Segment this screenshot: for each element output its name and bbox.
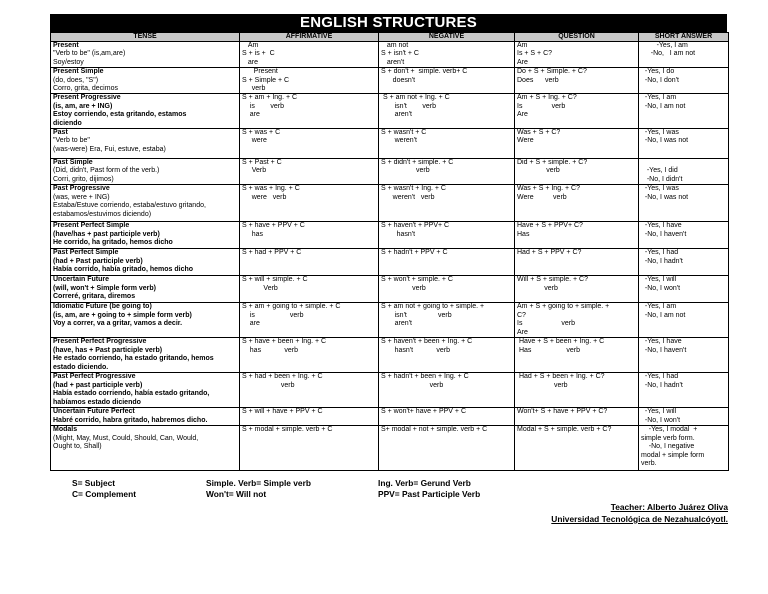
page-title: ENGLISH STRUCTURES [50,14,727,32]
short-answer-cell: -Yes, I have -No, I haven't [639,338,729,373]
question-cell: Am + S + Ing. + C? Is verb Are [515,94,639,129]
table-row [51,303,729,338]
affirmative-cell: S + am + Ing. + C is verb are [240,94,379,129]
tense-description: (had + Past participle verb) Había corrido, había gritado, hemos dicho [53,257,194,274]
tense-description: (do, does, "S") Corro, grita, decimos [53,76,118,93]
question-cell: Did + S + simple. + C? verb [515,159,639,185]
table-row [51,185,729,222]
affirmative-cell: S + am + going to + simple. + C is verb are [240,303,379,338]
tense-name: Past Simple [53,159,93,167]
short-answer-cell: -Yes, I modal + simple verb form. -No, I negative modal + simple form verb. [639,426,729,471]
tense-description: (is, am, are + ING) Estoy corriendo, esta gritando, estamos diciendo [53,102,187,127]
negative-cell: am not S + isn't + C aren't [379,42,515,68]
tense-description: Habré corrido, habra gritado, habremos dicho. [53,416,208,424]
tense-name: Uncertain Future Perfect [53,408,135,416]
short-answer-cell: -Yes, I have -No, I haven't [639,222,729,249]
table-row [51,94,729,129]
short-answer-cell: -Yes, I was -No, I was not [639,129,729,159]
tense-cell [51,94,240,129]
tense-description: (will, won't + Simple form verb) Correré, gritara, diremos [53,284,156,301]
question-cell: Am + S + going to + simple. + C? Is verb Are [515,303,639,338]
negative-cell: S+ modal + not + simple. verb + C [379,426,515,471]
tense-cell [51,408,240,426]
legend-col-1 [72,478,136,500]
header-question: QUESTION [515,33,639,42]
legend-gerund: Ing. Verb= Gerund Verb [378,478,471,488]
negative-cell: S + won't + simple. + C verb [379,276,515,303]
tense-cell [51,42,240,68]
negative-cell: S + hadn't + been + Ing. + C verb [379,373,515,408]
short-answer-cell: -Yes, I am -No, I am not [639,303,729,338]
tense-name: Past Perfect Simple [53,249,119,257]
table-row [51,276,729,303]
question-cell: Am Is + S + C? Are [515,42,639,68]
legend-simple-verb: Simple. Verb= Simple verb [206,478,311,488]
short-answer-cell: -Yes, I am -No, I am not [639,94,729,129]
negative-cell: S + don't + simple. verb+ C doesn't [379,68,515,94]
tense-cell [51,373,240,408]
negative-cell: S + hadn't + PPV + C [379,249,515,276]
tense-name: Idiomatic Future (be going to) [53,303,152,311]
header-affirmative: AFFIRMATIVE [240,33,379,42]
tense-name: Present Perfect Progressive [53,338,147,346]
legend-subject: S= Subject [72,478,116,488]
negative-cell: S + didn't + simple. + C verb [379,159,515,185]
negative-cell: S + wasn't + C weren't [379,129,515,159]
header-tense: TENSE [51,33,240,42]
tense-description: "Verb to be" (is,am,are) Soy/estoy [53,50,126,66]
tense-name: Present [53,42,79,49]
tense-cell [51,129,240,159]
negative-cell: S + am not + going to + simple. + isn't verb aren't [379,303,515,338]
affirmative-cell: S + Past + C Verb [240,159,379,185]
table-row [51,249,729,276]
tense-description: (had + past participle verb) Había estado corriendo, había estado gritando, habíamos estado diciendo [53,381,210,406]
affirmative-cell: S + have + PPV + C has [240,222,379,249]
tense-description: (was, were + ING) Estaba/Estuve corriendo, estaba/estuvo gritando, estabamos/estuvimos diciendo) [53,193,206,218]
tense-cell [51,68,240,94]
affirmative-cell: S + had + PPV + C [240,249,379,276]
affirmative-cell: S + have + been + Ing. + C has verb [240,338,379,373]
legend-wont: Won't= Will not [206,489,267,499]
tense-name: Past Perfect Progressive [53,373,136,381]
tense-cell [51,426,240,471]
tense-name: Uncertain Future [53,276,110,284]
university-name: Universidad Tecnológica de Nezahualcóyotl. [551,514,728,524]
affirmative-cell: S + modal + simple. verb + C [240,426,379,471]
table-row [51,338,729,373]
tense-cell [51,338,240,373]
tense-description: (Might, May, Must, Could, Should, Can, Would, Ought to, Shall) [53,434,199,451]
tense-name: Past Progressive [53,185,110,193]
negative-cell: S + wasn't + Ing. + C weren't verb [379,185,515,222]
question-cell: Had + S + PPV + C? [515,249,639,276]
tense-name: Present Progressive [53,94,121,102]
legend-ppv: PPV= Past Participle Verb [378,489,481,499]
question-cell: Will + S + simple. + C? verb [515,276,639,303]
table-row [51,159,729,185]
negative-cell: S + haven't + been + Ing. + C hasn't verb [379,338,515,373]
legend-col-3 [378,478,480,500]
tense-description: "Verb to be" (was-were) Era, Fui, estuve, estaba) [53,137,166,153]
short-answer-cell: -Yes, I do -No, I don't [639,68,729,94]
question-cell: Modal + S + simple. verb + C? [515,426,639,471]
question-cell: Had + S + been + Ing. + C? verb [515,373,639,408]
question-cell: Won't+ S + have + PPV + C? [515,408,639,426]
short-answer-cell: -Yes, I am -No, I am not [639,42,729,68]
table-row [51,222,729,249]
table-row [51,68,729,94]
tense-cell [51,249,240,276]
tense-cell [51,222,240,249]
short-answer-cell: -Yes, I was -No, I was not [639,185,729,222]
affirmative-cell: S + was + Ing. + C were verb [240,185,379,222]
table-row [51,42,729,68]
tense-cell [51,185,240,222]
tense-description: (have/has + past participle verb) He corrido, ha gritado, hemos dicho [53,230,173,247]
negative-cell: S + won't+ have + PPV + C [379,408,515,426]
short-answer-cell: -Yes, I will -No, I won't [639,408,729,426]
legend-col-2 [206,478,311,500]
tense-name: Present Simple [53,68,104,76]
affirmative-cell: Present S + Simple + C verb [240,68,379,94]
tense-name: Modals [53,426,78,434]
tense-description: (is, am, are + going to + simple form verb) Voy a correr, va a gritar, vamos a decir. [53,311,192,328]
question-cell: Have + S + PPV+ C? Has [515,222,639,249]
affirmative-cell: S + will + have + PPV + C [240,408,379,426]
header-short-answer: SHORT ANSWER [639,33,729,42]
table-row [51,408,729,426]
short-answer-cell: -Yes, I had -No, I hadn't [639,373,729,408]
tense-description: (Did, didn't, Past form of the verb.) Corri, grito, dijimos) [53,167,160,183]
affirmative-cell: S + had + been + Ing. + C verb [240,373,379,408]
tense-cell [51,276,240,303]
question-cell: Have + S + been + Ing. + C Has verb [515,338,639,373]
question-cell: Was + S + C? Were [515,129,639,159]
affirmative-cell: S + will + simple. + C Verb [240,276,379,303]
tense-name: Past [53,129,68,137]
teacher-name: Teacher: Alberto Juárez Oliva [610,502,728,512]
short-answer-cell: -Yes, I had -No, I hadn't [639,249,729,276]
short-answer-cell: -Yes, I will -No, I won't [639,276,729,303]
legend-complement: C= Complement [72,489,136,499]
negative-cell: S + haven't + PPV+ C hasn't [379,222,515,249]
table-row [51,129,729,159]
question-cell: Was + S + Ing. + C? Were verb [515,185,639,222]
tense-description: (have, has + Past participle verb) He estado corriendo, ha estado gritando, hemos estado diciendo. [53,346,214,371]
short-answer-cell: -Yes, I did -No, I didn't [639,159,729,185]
structures-table [50,32,729,471]
tense-name: Present Perfect Simple [53,222,130,230]
affirmative-cell: S + was + C were [240,129,379,159]
header-negative: NEGATIVE [379,33,515,42]
negative-cell: S + am not + Ing. + C isn't verb aren't [379,94,515,129]
tense-cell [51,303,240,338]
table-row [51,373,729,408]
affirmative-cell: Am S + is + C are [240,42,379,68]
tense-cell [51,159,240,185]
question-cell: Do + S + Simple. + C? Does verb [515,68,639,94]
table-row [51,426,729,471]
header-row [51,33,729,42]
